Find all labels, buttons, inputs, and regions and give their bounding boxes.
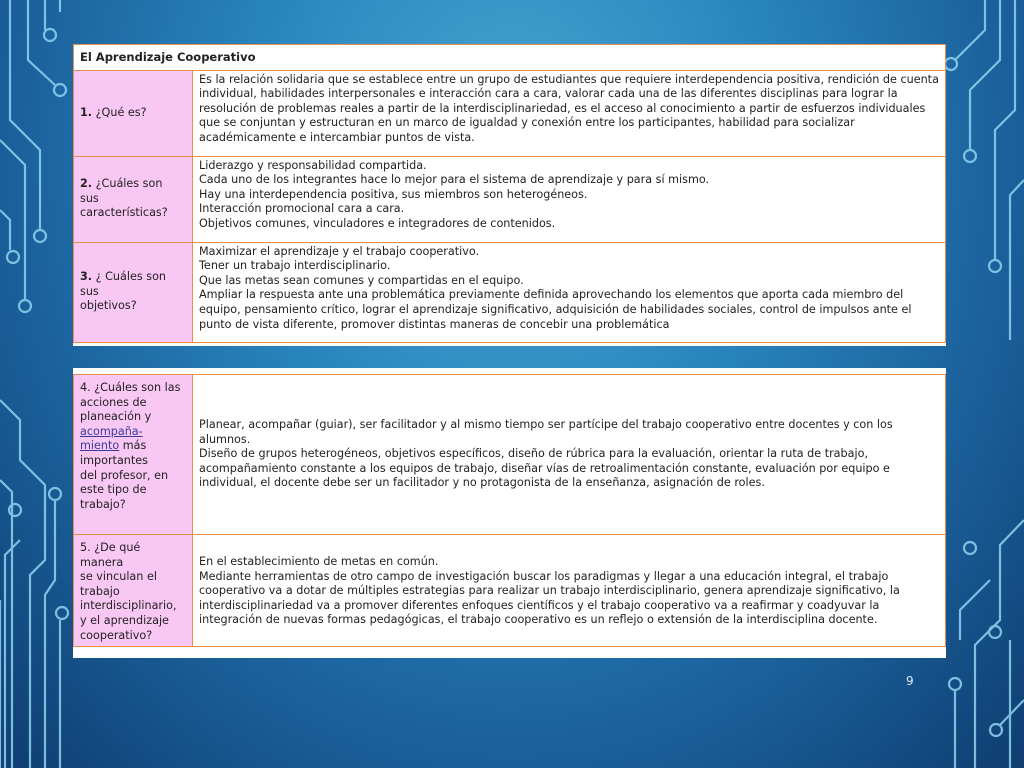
question-line: acciones de [80, 395, 147, 409]
question-line: sus [80, 284, 99, 298]
question-line: planeación y [80, 410, 152, 424]
question-link-line: miento [80, 439, 120, 453]
question-line: trabajo [80, 584, 120, 598]
question-line: 4. ¿Cuáles son las [80, 381, 181, 394]
question-line: sus [80, 191, 99, 205]
answer-line: Diseño de grupos heterogéneos, objetivos específicos, diseño de rúbrica para la evaluación, orientar la ruta de trabajo, acompañamiento constante a los equipos de trabajo, diseñar vías de retroalimentación constante, evaluación por equipo e individual, el docente debe ser un facilitador y no protagonista de la enseñanza, asignación de roles. [199, 447, 890, 490]
answer-line: Interacción promocional cara a cara. [199, 202, 405, 216]
question-cell-1 [74, 70, 193, 156]
question-line: importantes [80, 453, 148, 467]
answer-cell-3 [193, 242, 946, 342]
table-2 [73, 374, 946, 647]
answer-cell-5 [193, 535, 946, 647]
question-number: 3. [80, 270, 93, 284]
question-cell-5 [74, 535, 193, 647]
slide-number: 9 [906, 674, 914, 688]
question-line: interdisciplinario, [80, 599, 177, 613]
question-number: 1. [80, 105, 93, 119]
table-title: El Aprendizaje Cooperativo [74, 45, 946, 71]
question-line: objetivos? [80, 299, 137, 313]
cooperative-learning-table-part2 [73, 368, 946, 658]
answer-line: Liderazgo y responsabilidad compartida. [199, 158, 427, 172]
table-row [74, 242, 946, 342]
question-line: más [122, 439, 147, 453]
table-row [74, 70, 946, 156]
answer-cell-1: Es la relación solidaria que se establece entre un grupo de estudiantes que requiere interdependencia positiva, rendición de cuenta individual, habilidades interpersonales e interacción cara a cara, valorar cada una de las diferentes disciplinas para lograr la resolución de problemas reales a partir de la interdisciplinariedad, es el acceso al conocimiento a partir de esfuerzos individuales que se conjuntan y estructuran en un marco de igualdad y conexión entre los participantes, habilidad para socializar académicamente e intercambiar puntos de vista. [193, 70, 946, 156]
table-title-row [74, 45, 946, 71]
question-line: trabajo? [80, 497, 126, 511]
question-line: ¿Cuáles son [95, 177, 163, 191]
answer-cell-2 [193, 156, 946, 242]
question-line: cooperativo? [80, 628, 153, 642]
question-line: ¿ Cuáles son [95, 270, 167, 284]
question-line: este tipo de [80, 483, 147, 497]
answer-line: Planear, acompañar (guiar), ser facilitador y al mismo tiempo ser partícipe del trabajo cooperativo entre docentes y con los alumnos. [199, 418, 893, 446]
table-1 [73, 44, 946, 343]
table-row [74, 375, 946, 535]
table-row [74, 535, 946, 647]
answer-cell-4 [193, 375, 946, 535]
question-cell-2 [74, 156, 193, 242]
cooperative-learning-table-part1 [73, 44, 946, 346]
table-row [74, 156, 946, 242]
answer-line: Ampliar la respuesta ante una problemática previamente definida aprovechando los elementos que aporta cada miembro del equipo, pensamiento crítico, lograr el aprendizaje significativo, adquisición de habilidades sociales, control de impulsos ante el punto de vista diferente, promover distintas maneras de concebir una problemática [199, 288, 912, 331]
answer-line: Objetivos comunes, vinculadores e integradores de contenidos. [199, 216, 556, 230]
answer-line: Que las metas sean comunes y compartidas en el equipo. [199, 273, 524, 287]
question-line: y el aprendizaje [80, 613, 169, 627]
question-cell-4 [74, 375, 193, 535]
answer-line: Mediante herramientas de otro campo de investigación buscar los paradigmas y llegar a una educación integral, el trabajo cooperativo va a dotar de múltiples estrategias para realizar un trabajo interdisciplinario, genera aprendizaje significativo, la interdisciplinariedad va a promover diferentes enfoques científicos y el trabajo cooperativo va a reafirmar y coadyuvar la integración de nuevas formas pedagógicas, el trabajo cooperativo es un reflejo o extensión de la interdisciplina docente. [199, 569, 900, 627]
answer-line: Hay una interdependencia positiva, sus miembros son heterogéneos. [199, 187, 588, 201]
question-link-line: acompaña- [80, 424, 143, 438]
question-text: ¿Qué es? [95, 105, 147, 119]
question-line: 5. ¿De qué [80, 541, 141, 554]
answer-line: Maximizar el aprendizaje y el trabajo cooperativo. [199, 244, 480, 258]
question-line: del profesor, en [80, 468, 169, 482]
question-line: manera [80, 555, 124, 569]
answer-line: En el establecimiento de metas en común. [199, 555, 439, 568]
question-cell-3 [74, 242, 193, 342]
question-line: características? [80, 206, 168, 220]
question-number: 2. [80, 177, 93, 191]
question-line: se vinculan el [80, 570, 157, 584]
answer-line: Cada uno de los integrantes hace lo mejor para el sistema de aprendizaje y para sí mismo. [199, 173, 710, 187]
answer-line: Tener un trabajo interdisciplinario. [199, 259, 391, 273]
